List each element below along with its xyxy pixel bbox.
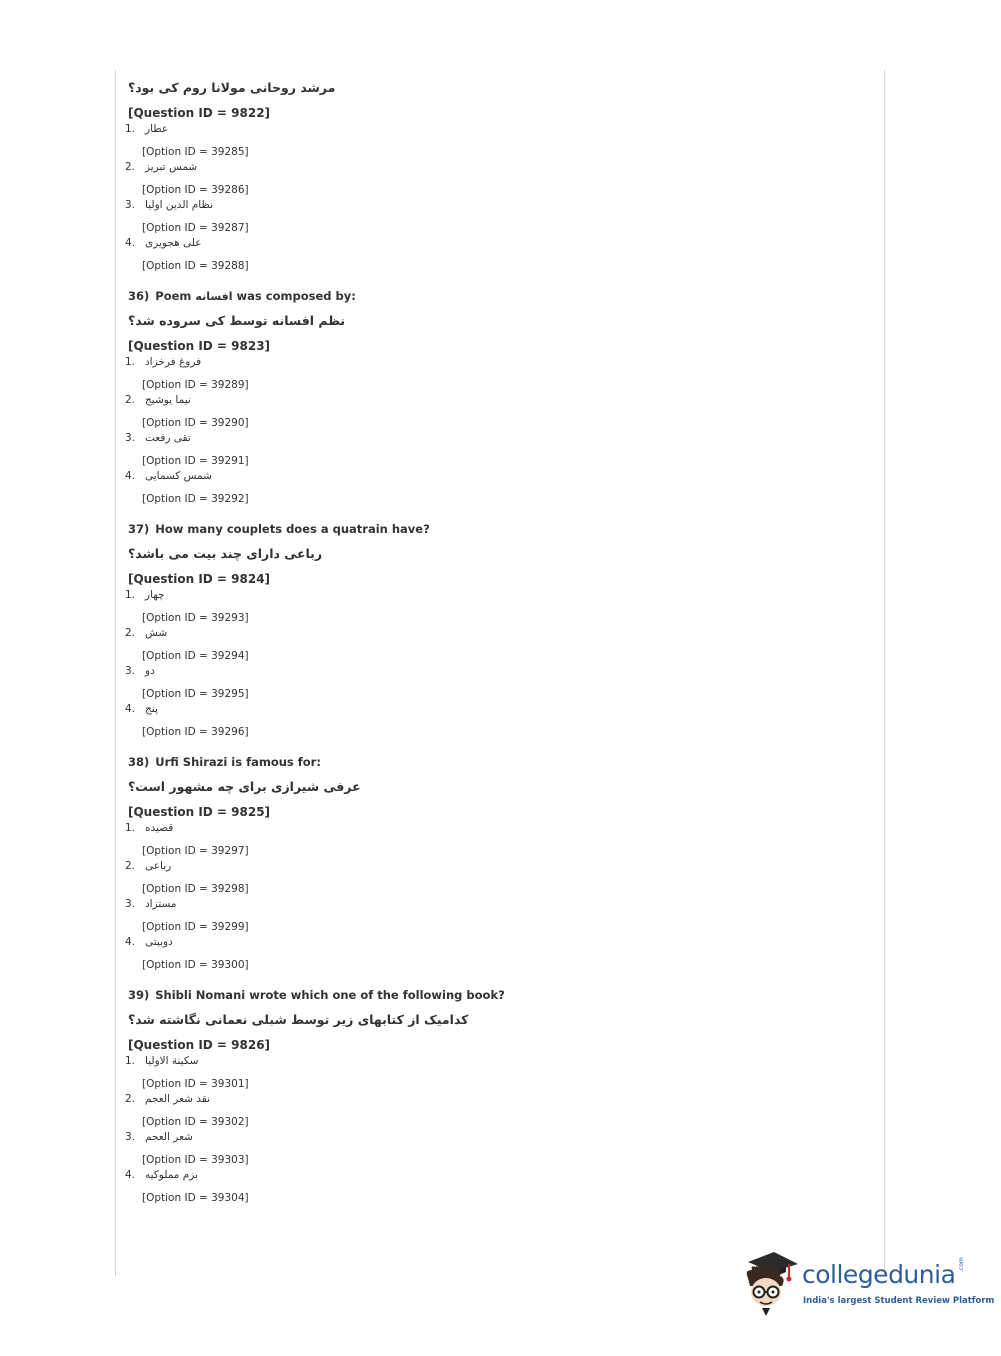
option-id: [Option ID = 39292]	[142, 493, 249, 505]
option-id: [Option ID = 39285]	[142, 146, 249, 158]
option-id: [Option ID = 39304]	[142, 1192, 249, 1204]
question-title	[124, 522, 764, 536]
option-text: شش	[145, 627, 168, 639]
question-text-en: How many couplets does a quatrain have?	[155, 522, 430, 536]
option-text: شمس تبریز	[145, 161, 198, 173]
question-list	[124, 80, 764, 1207]
option-text: علی هجویری	[145, 237, 202, 249]
option-text: سکینة الاولیا	[145, 1055, 199, 1067]
right-margin-rule	[884, 70, 885, 1276]
question-number: 37)	[128, 522, 150, 536]
option-id: [Option ID = 39290]	[142, 417, 249, 429]
question-text-en: Poem	[155, 289, 192, 303]
option-text: چهار	[145, 589, 165, 601]
option-text: عطار	[145, 123, 169, 135]
question-text-fa: رباعی دارای چند بیت می باشد؟	[128, 546, 323, 561]
option-text: شعر العجم	[145, 1131, 193, 1143]
question-number: 39)	[128, 988, 150, 1002]
question-text-inline-fa: افسانه	[195, 290, 233, 303]
option-row	[124, 703, 764, 716]
collegedunia-logo[interactable]	[740, 1248, 995, 1318]
option-id: [Option ID = 39301]	[142, 1078, 249, 1090]
option-row	[124, 161, 764, 174]
question-block	[124, 522, 764, 739]
option-row	[124, 822, 764, 835]
question-text-en: Shibli Nomani wrote which one of the following book?	[155, 988, 505, 1002]
option-row	[124, 123, 764, 136]
option-row	[124, 627, 764, 640]
option-number: 2.	[125, 161, 136, 173]
option-id: [Option ID = 39288]	[142, 260, 249, 272]
option-text: تقی رفعت	[145, 432, 191, 444]
option-text: نظام الدین اولیا	[145, 199, 214, 211]
option-text: نیما یوشیج	[145, 394, 191, 406]
option-row	[124, 1055, 764, 1068]
mascot-icon	[740, 1248, 802, 1318]
brand-domain: .com	[958, 1257, 965, 1272]
question-text-fa: کدامیک از کتابهای زیر توسط شبلی نعمانی نگاشته شد؟	[128, 1012, 469, 1027]
question-number: 38)	[128, 755, 150, 769]
option-id: [Option ID = 39299]	[142, 921, 249, 933]
option-text: مستزاد	[145, 898, 177, 910]
option-row	[124, 1169, 764, 1182]
option-row	[124, 665, 764, 678]
option-id: [Option ID = 39286]	[142, 184, 249, 196]
option-row	[124, 589, 764, 602]
question-text-en: Urfi Shirazi is famous for:	[155, 755, 321, 769]
option-id: [Option ID = 39300]	[142, 959, 249, 971]
option-row	[124, 1131, 764, 1144]
option-number: 2.	[125, 394, 136, 406]
option-row	[124, 898, 764, 911]
brand-name: collegedunia	[802, 1260, 956, 1289]
option-text: دو	[145, 665, 155, 677]
option-number: 3.	[125, 898, 136, 910]
question-text-fa: عرفی شیرازی برای چه مشهور است؟	[128, 779, 361, 794]
option-number: 2.	[125, 627, 136, 639]
question-title	[124, 755, 764, 769]
question-block	[124, 80, 764, 273]
option-id: [Option ID = 39289]	[142, 379, 249, 391]
option-text: بزم مملوکیه	[145, 1169, 198, 1181]
option-number: 4.	[125, 1169, 136, 1181]
option-number: 1.	[125, 822, 136, 834]
option-row	[124, 432, 764, 445]
question-block	[124, 755, 764, 972]
question-title	[124, 988, 764, 1002]
option-id: [Option ID = 39296]	[142, 726, 249, 738]
question-number: 36)	[128, 289, 150, 303]
option-number: 4.	[125, 936, 136, 948]
option-number: 1.	[125, 1055, 136, 1067]
option-id: [Option ID = 39294]	[142, 650, 249, 662]
option-id: [Option ID = 39303]	[142, 1154, 249, 1166]
option-number: 3.	[125, 665, 136, 677]
option-row	[124, 860, 764, 873]
option-id: [Option ID = 39291]	[142, 455, 249, 467]
question-title	[124, 289, 764, 303]
option-number: 4.	[125, 703, 136, 715]
option-row	[124, 1093, 764, 1106]
option-id: [Option ID = 39298]	[142, 883, 249, 895]
option-id: [Option ID = 39295]	[142, 688, 249, 700]
question-id: [Question ID = 9823]	[128, 339, 271, 353]
question-block	[124, 988, 764, 1205]
question-id: [Question ID = 9826]	[128, 1038, 271, 1052]
option-id: [Option ID = 39297]	[142, 845, 249, 857]
question-text-fa: نظم افسانه توسط کی سروده شد؟	[128, 313, 346, 328]
option-row	[124, 356, 764, 369]
option-number: 4.	[125, 237, 136, 249]
option-id: [Option ID = 39293]	[142, 612, 249, 624]
option-number: 1.	[125, 123, 136, 135]
option-number: 3.	[125, 1131, 136, 1143]
left-margin-rule	[115, 70, 116, 1276]
option-number: 1.	[125, 356, 136, 368]
question-text-en-suffix: was composed by:	[236, 289, 356, 303]
option-id: [Option ID = 39287]	[142, 222, 249, 234]
option-id: [Option ID = 39302]	[142, 1116, 249, 1128]
option-text: فروغ فرخزاد	[145, 356, 202, 368]
option-text: دوبیتی	[145, 936, 173, 948]
option-row	[124, 936, 764, 949]
option-number: 2.	[125, 1093, 136, 1105]
question-block	[124, 289, 764, 506]
option-text: قصیده	[145, 822, 174, 834]
question-id: [Question ID = 9822]	[128, 106, 271, 120]
option-row	[124, 237, 764, 250]
option-row	[124, 199, 764, 212]
option-text: نقد شعر العجم	[145, 1093, 211, 1105]
question-text-fa: مرشد روحانی مولانا روم کی بود؟	[128, 80, 336, 95]
question-id: [Question ID = 9825]	[128, 805, 271, 819]
question-id: [Question ID = 9824]	[128, 572, 271, 586]
option-text: پنج	[145, 703, 158, 715]
option-number: 3.	[125, 199, 136, 211]
option-number: 3.	[125, 432, 136, 444]
option-number: 2.	[125, 860, 136, 872]
option-row	[124, 394, 764, 407]
option-row	[124, 470, 764, 483]
option-text: شمس کسمایی	[145, 470, 212, 482]
option-text: رباعی	[145, 860, 172, 872]
brand-tagline: India's largest Student Review Platform	[803, 1296, 995, 1306]
option-number: 1.	[125, 589, 136, 601]
option-number: 4.	[125, 470, 136, 482]
